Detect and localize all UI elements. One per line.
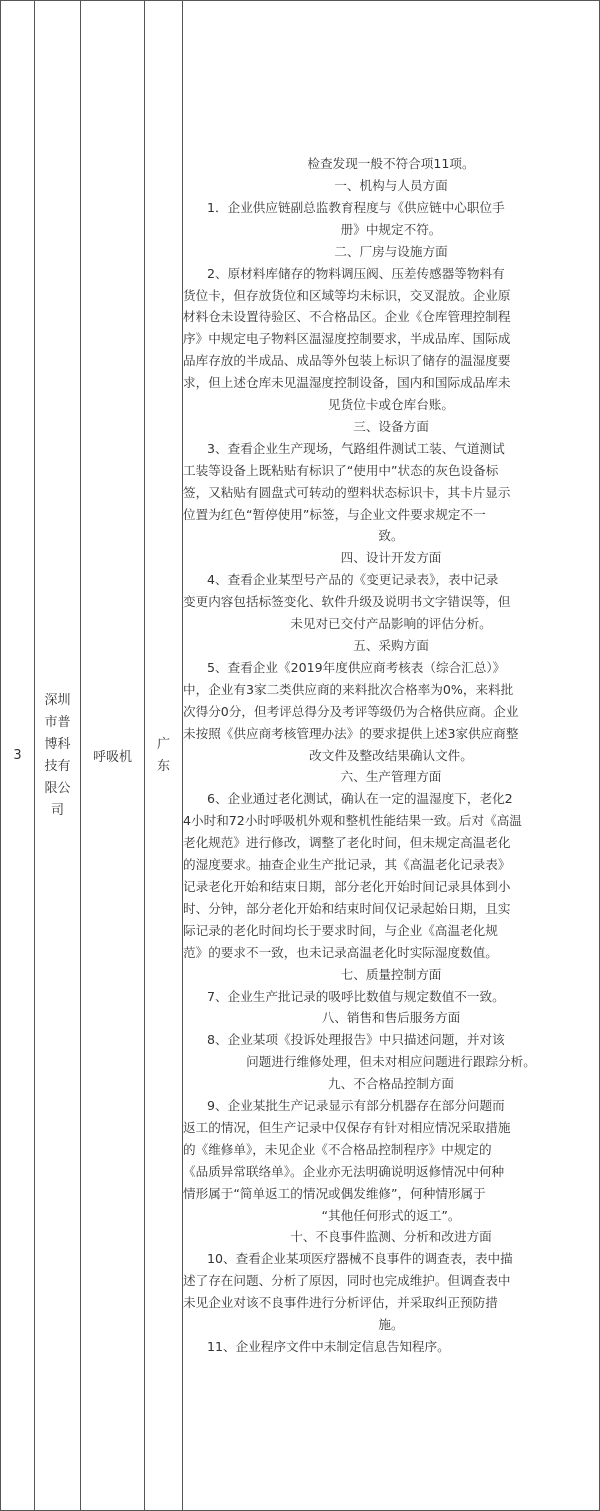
finding-line: 册》中规定不符。: [340, 221, 442, 237]
region-name: 广东: [156, 736, 170, 774]
finding-line: 情形属于“简单返工的情况或偶发维修”，何种情形属于: [183, 1185, 486, 1201]
company-cell: [35, 1, 81, 1511]
finding-line: 签，又粘贴有圆盘式可转动的塑料状态标识卡，其卡片显示: [183, 484, 511, 500]
row-number-cell: [1, 1, 35, 1511]
row-number: 3: [13, 748, 22, 763]
table-row: [1, 1, 600, 1511]
finding-line: 十、不良事件监测、分析和改进方面: [290, 1229, 492, 1245]
product-name: 呼吸机: [92, 750, 132, 765]
finding-line: 施。: [378, 1317, 404, 1333]
finding-line: 2、原材料库储存的物料调压阀、压差传感器等物料有: [207, 265, 505, 281]
finding-line: 未见对已交付产品影响的评估分析。: [290, 616, 492, 632]
region-cell: [145, 1, 183, 1511]
finding-line: 时、分钟，部分老化开始和结束时间仅记录起始日期，且实: [183, 900, 511, 916]
finding-line: “其他任何形式的返工”。: [321, 1207, 461, 1223]
finding-line: 材料仓未设置待验区、不合格品区。企业《仓库管理控制程: [183, 309, 511, 325]
finding-line: 求，但上述仓库未见温湿度控制设备，国内和国际成品库未: [183, 375, 511, 391]
finding-line: 的《维修单》，未见企业《不合格品控制程序》中规定的: [183, 1141, 492, 1157]
finding-line: 4、查看企业某型号产品的《变更记录表》，表中记录: [207, 572, 499, 588]
finding-line: 位置为红色“暂停使用”标签，与企业文件要求规定不一: [183, 506, 486, 522]
finding-line: 三、设备方面: [353, 418, 429, 434]
finding-line: 9、企业某批生产记录显示有部分机器存在部分问题而: [207, 1098, 505, 1114]
finding-line: 四、设计开发方面: [340, 550, 442, 566]
finding-line: 记录老化开始和结束日期，部分老化开始时间记录具体到小: [183, 878, 511, 894]
finding-line: 品库存放的半成品、成品等外包装上标识了储存的温湿度要: [183, 353, 511, 369]
finding-line: 述了存在问题、分析了原因，同时也完成维护。但调查表中: [183, 1273, 511, 1289]
finding-line: 4小时和72小时呼吸机外观和整机性能结果一致。后对《高温: [183, 813, 522, 829]
finding-line: 六、生产管理方面: [340, 769, 442, 785]
findings-cell: [183, 1, 600, 1511]
finding-line: 七、质量控制方面: [340, 966, 442, 982]
finding-line: 5、查看企业《2019年度供应商考核表（综合汇总）》: [207, 659, 506, 675]
finding-line: 8、企业某项《投诉处理报告》中只描述问题，并对该: [207, 1032, 505, 1048]
finding-line: 八、销售和售后服务方面: [321, 1010, 461, 1026]
finding-line: 见货位卡或仓库台账。: [328, 397, 454, 413]
finding-line: 货位卡，但存放货位和区域等均未标识，交叉混放。企业原: [183, 287, 511, 303]
finding-line: 返工的情况，但生产记录中仅保存有针对相应情况采取措施: [183, 1119, 511, 1135]
finding-line: 1．企业供应链副总监教育程度与《供应链中心职位手: [207, 199, 505, 215]
finding-line: 的湿度要求。抽查企业生产批记录，其《高温老化记录表》: [183, 857, 511, 873]
finding-line: 序》中规定电子物料区温湿度控制要求，半成品库、国际成: [183, 331, 511, 347]
product-cell: [81, 1, 145, 1511]
finding-line: 10、查看企业某项医疗器械不良事件的调查表，表中描: [207, 1251, 513, 1267]
finding-line: 6、企业通过老化测试，确认在一定的温湿度下，老化2: [207, 791, 513, 807]
finding-line: 问题进行维修处理，但未对相应问题进行跟踪分析。: [246, 1054, 536, 1070]
finding-line: 改文件及整改结果确认文件。: [309, 747, 473, 763]
finding-line: 九、不合格品控制方面: [328, 1076, 454, 1092]
finding-line: 际记录的老化时间均长于要求时间，与企业《高温老化规: [183, 922, 498, 938]
finding-line: 《品质异常联络单》。企业亦无法明确说明返修情况中何种: [183, 1163, 505, 1179]
finding-line: 变更内容包括标签变化、软件升级及说明书文字错误等，但: [183, 594, 511, 610]
finding-line: 五、采购方面: [353, 638, 429, 654]
finding-line: 二、厂房与设施方面: [334, 243, 448, 259]
finding-line: 7、企业生产批记录的吸呼比数值与规定数值不一致。: [207, 988, 505, 1004]
finding-line: 检查发现一般不符合项11项。: [307, 156, 475, 172]
finding-line: 一、机构与人员方面: [334, 177, 448, 193]
finding-line: 未见企业对该不良事件进行分析评估，并采取纠正预防措: [183, 1295, 498, 1311]
findings-text: [183, 153, 599, 1358]
finding-line: 范》的要求不一致，也未记录高温老化时实际湿度数值。: [183, 944, 498, 960]
finding-line: 工装等设备上既粘贴有标识了“使用中”状态的灰色设备标: [183, 462, 499, 478]
finding-line: 11、企业程序文件中未制定信息告知程序。: [207, 1339, 450, 1355]
finding-line: 致。: [378, 528, 404, 544]
finding-line: 次得分0分，但考评总得分及考评等级仍为合格供应商。企业: [183, 703, 519, 719]
finding-line: 未按照《供应商考核管理办法》的要求提供上述3家供应商整: [183, 725, 519, 741]
company-name: 深圳市普博科技有限公司: [44, 692, 71, 818]
finding-line: 中，企业有3家二类供应商的来料批次合格率为0%，来料批: [183, 681, 514, 697]
finding-line: 3、查看企业生产现场，气路组件测试工装、气道测试: [207, 440, 505, 456]
finding-line: 老化规范》进行修改，调整了老化时间，但未规定高温老化: [183, 835, 511, 851]
